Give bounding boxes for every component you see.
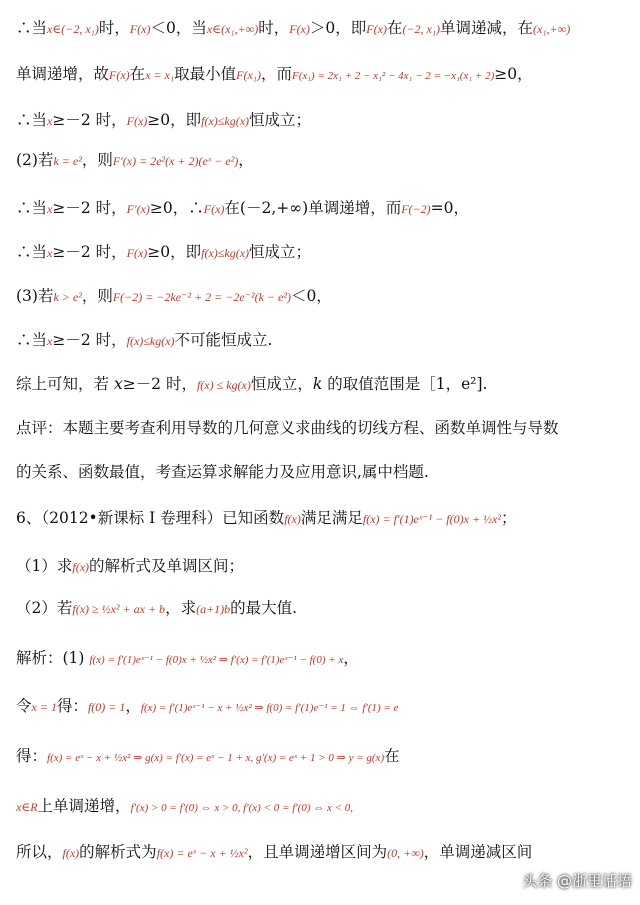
watermark: 头条 @浙里话语 xyxy=(522,872,632,890)
text-run: 在 xyxy=(129,65,146,83)
text-run: 上单调递增， xyxy=(37,797,131,815)
math-expression: f(x)≤kg(x) xyxy=(201,114,250,128)
text-run: 所以， xyxy=(16,843,63,861)
text-line-12 xyxy=(16,508,632,529)
text-run: ≥0， xyxy=(494,65,533,83)
text-run: (3)若 xyxy=(16,287,54,305)
text-run: ≥－2 时， xyxy=(52,111,127,129)
text-run: 在 xyxy=(386,19,403,37)
text-run: ≥0，即 xyxy=(147,243,202,261)
text-run: 单调递减，在 xyxy=(440,19,534,37)
math-expression: F(x) xyxy=(366,22,387,36)
text-run: ≥－2 时， xyxy=(52,243,127,261)
text-line-19 xyxy=(16,842,632,863)
math-expression: x xyxy=(47,334,53,348)
text-run: 单调递增，故 xyxy=(16,65,110,83)
text-run: ≥0，∴ xyxy=(149,199,204,217)
math-expression: x xyxy=(47,114,53,128)
math-expression: f(x) ≤ kg(x) xyxy=(196,378,251,392)
math-expression: f′(x) > 0 = f′(0) ⇔ x > 0, f′(x) < 0 = f′(0) ⇔ x < 0, xyxy=(130,802,354,814)
math-expression: f(x) = f′(1)eˣ⁻¹ − f(0)x + ½x² ⇒ f′(x) = f′(1)eˣ⁻¹ − f(0) + x xyxy=(89,654,344,666)
text-line-8 xyxy=(16,330,632,351)
math-variable: x xyxy=(113,375,123,393)
math-expression: F(x) xyxy=(126,114,148,128)
text-run: 的解析式及单调区间； xyxy=(89,557,245,575)
text-run: 令 xyxy=(16,697,32,715)
text-line-13 xyxy=(16,556,632,577)
math-expression: k > e² xyxy=(53,290,82,304)
math-expression: f(x) = eˣ − x + ½x² xyxy=(156,846,248,860)
text-run: ， xyxy=(343,649,359,667)
math-expression: f(x)≤kg(x) xyxy=(126,334,175,348)
text-run: 恒成立； xyxy=(249,111,312,129)
math-expression: x∈(x₁,+∞) xyxy=(206,22,259,36)
text-run: 满足满足 xyxy=(300,509,363,527)
text-line-7 xyxy=(16,286,632,307)
text-run: 恒成立； xyxy=(249,243,312,261)
text-line-15 xyxy=(16,648,632,670)
math-expression: x xyxy=(47,202,53,216)
math-expression: (−2, x₁) xyxy=(402,22,441,36)
text-run: 点评：本题主要考查利用导数的几何意义求曲线的切线方程、函数单调性与导数 xyxy=(16,419,559,437)
text-run: 得： xyxy=(16,747,48,765)
math-expression: x = 1 xyxy=(31,700,57,714)
math-expression: (x₁,+∞) xyxy=(533,22,571,36)
text-line-2 xyxy=(16,64,632,86)
text-run: ＞0，即 xyxy=(309,19,367,37)
text-run: ∴当 xyxy=(16,331,48,349)
math-expression: x = x₁ xyxy=(145,68,175,82)
math-expression: F(x₁) xyxy=(236,68,261,82)
text-run: 取最小值 xyxy=(174,65,237,83)
text-run: 6、（2012•新课标 I 卷理科）已知函数 xyxy=(16,509,285,527)
text-run: 恒成立， xyxy=(250,375,313,393)
text-run: ≥－2 时， xyxy=(122,375,197,393)
math-expression: f(x) ≥ ½x² + ax + b xyxy=(72,602,166,616)
text-run: =0， xyxy=(430,199,469,217)
text-run: ∴当 xyxy=(16,243,48,261)
math-expression: f(x) = f′(1)eˣ⁻¹ − x + ½x² ⇒ f(0) = f′(1)e⁻¹ = 1 ⇔ f′(1) = e xyxy=(140,702,399,714)
text-run: ＜0，当 xyxy=(150,19,207,37)
math-expression: f(x) = eˣ − x + ½x² ⇒ g(x) = f′(x) = eˣ − 1 + x, g′(x) = eˣ + 1 > 0 ⇒ y = g(x) xyxy=(47,752,385,764)
text-run: ∴当 xyxy=(16,199,48,217)
text-run: 解析：(1) xyxy=(16,649,90,667)
text-line-18 xyxy=(16,796,632,818)
text-run: （2）若 xyxy=(16,599,73,617)
text-line-5 xyxy=(16,198,632,219)
text-run: 时， xyxy=(258,19,290,37)
text-run: ∴当 xyxy=(16,111,48,129)
math-expression: x∈R xyxy=(16,800,38,814)
text-run: ≥－2 时， xyxy=(52,331,127,349)
math-expression: k = e² xyxy=(53,154,82,168)
text-line-9 xyxy=(16,374,632,395)
math-expression: F(x) xyxy=(203,202,225,216)
text-line-11 xyxy=(16,462,632,482)
text-run: ，则 xyxy=(81,287,113,305)
math-expression: F(−2) xyxy=(401,202,431,216)
math-expression: x xyxy=(47,246,53,260)
math-variable: k xyxy=(312,375,323,393)
math-expression: F(x₁) = 2x₁ + 2 − x₁² − 4x₁ − 2 = −x₁(x₁ + 2) xyxy=(291,70,495,82)
math-expression: F′(x) xyxy=(126,202,150,216)
text-run: （1）求 xyxy=(16,557,73,575)
math-expression: f(x) xyxy=(62,846,80,860)
text-run: 得： xyxy=(56,697,88,715)
text-run: ，且单调递增区间为 xyxy=(247,843,388,861)
text-line-14 xyxy=(16,598,632,619)
text-run: ； xyxy=(500,509,517,527)
math-expression: x∈(−2, x₁) xyxy=(47,22,99,36)
text-line-10 xyxy=(16,418,632,438)
text-run: ≥0，即 xyxy=(147,111,202,129)
math-expression: f(0) = 1 xyxy=(87,700,126,714)
math-expression: F′(x) = 2e²(x + 2)(eˣ − e²) xyxy=(112,154,239,168)
text-run: 的解析式为 xyxy=(79,843,157,861)
text-run: 在(－2,+∞)单调递增，而 xyxy=(224,199,402,217)
text-run: ≥－2 时， xyxy=(52,199,127,217)
text-run: ＜0， xyxy=(290,287,332,305)
text-run: ，单调递减区间 xyxy=(423,843,533,861)
text-run: 的关系、函数最值，考查运算求解能力及应用意识,属中档题. xyxy=(16,463,429,481)
text-run: ∴当 xyxy=(16,19,48,37)
math-expression: (a+1)b xyxy=(196,602,231,616)
text-line-16 xyxy=(16,696,632,718)
math-expression: F(x) xyxy=(109,68,130,82)
text-run: 的最大值. xyxy=(230,599,298,617)
text-run: ， xyxy=(238,151,254,169)
text-run: 不可能恒成立. xyxy=(174,331,273,349)
math-expression: f(x) = f′(1)eˣ⁻¹ − f(0)x + ½x² xyxy=(362,512,501,526)
math-expression: (0, +∞) xyxy=(387,846,424,860)
math-expression: f(x) xyxy=(284,512,301,526)
math-expression: F(−2) = −2ke⁻² + 2 = −2e⁻²(k − e²) xyxy=(112,290,291,304)
text-line-4 xyxy=(16,150,632,171)
math-expression: F(x) xyxy=(126,246,148,260)
text-line-3 xyxy=(16,110,632,131)
text-run: 在 xyxy=(384,747,400,765)
text-run: 的取值范围是［1，e²]. xyxy=(322,375,488,393)
text-line-17 xyxy=(16,746,632,768)
text-run: 综上可知，若 xyxy=(16,375,114,393)
math-expression: f(x) xyxy=(72,560,90,574)
text-run: ，而 xyxy=(260,65,292,83)
text-line-1 xyxy=(16,18,632,39)
text-run: ，求 xyxy=(165,599,197,617)
math-expression: F(x) xyxy=(289,22,310,36)
text-run: ，则 xyxy=(81,151,113,169)
math-expression: f(x)≤kg(x) xyxy=(201,246,250,260)
text-run: 时， xyxy=(98,19,130,37)
text-run: ， xyxy=(125,697,141,715)
math-expression: F(x) xyxy=(129,22,151,36)
text-line-6 xyxy=(16,242,632,263)
text-run: (2)若 xyxy=(16,151,54,169)
